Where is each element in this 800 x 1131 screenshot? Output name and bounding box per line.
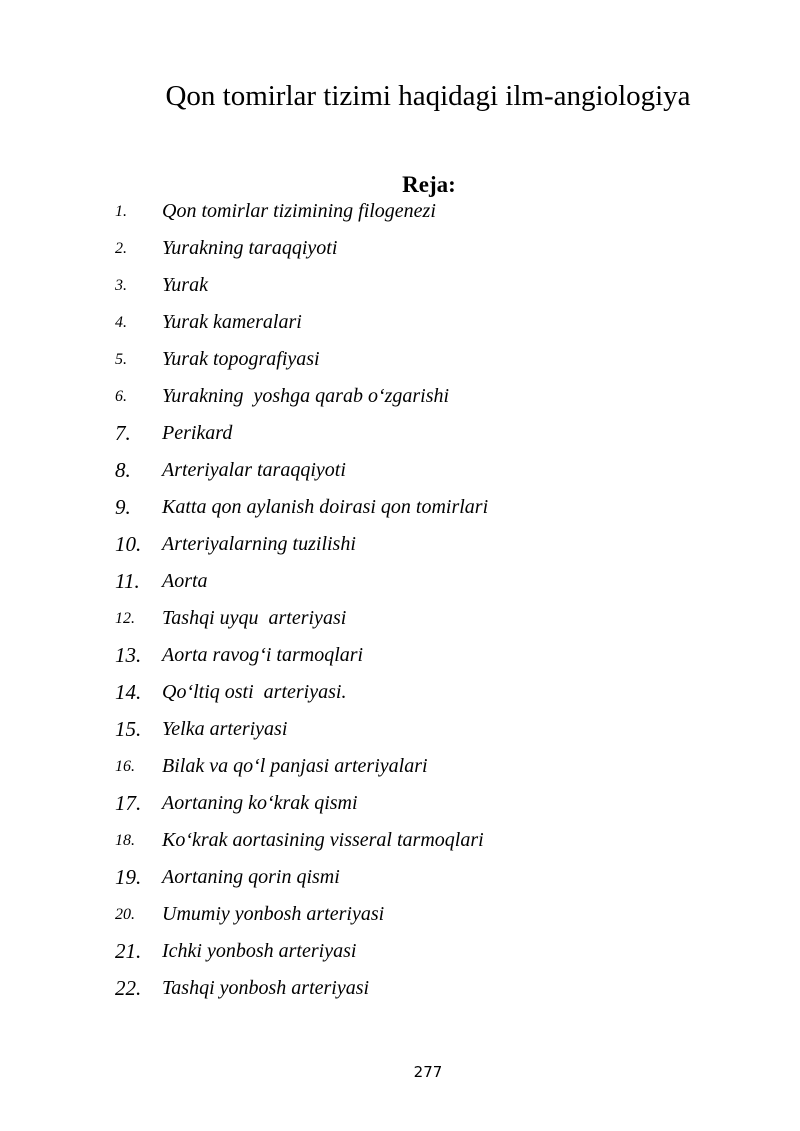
list-item-number: 17. [115,791,142,815]
list-item [0,563,800,600]
list-item-text: Arteriyalar taraqqiyoti [162,459,346,481]
list-item-text: Yurakning yoshga qarab o‘zgarishi [162,385,450,407]
list-item-text: Perikard [162,422,233,444]
list-item-text: Bilak va qo‘l panjasi arteriyalari [162,755,428,777]
list-item-text: Aorta [162,570,208,592]
list-item-number: 8. [115,458,131,482]
list-item-number: 13. [115,643,142,667]
list-item [0,859,800,896]
list-item [0,378,800,415]
list-item-number: 2. [115,240,127,257]
list-item-text: Ko‘krak aortasining visseral tarmoqlari [162,829,484,851]
list-item [0,970,800,1007]
list-item-text: Yurak [162,274,208,296]
list-item-number: 14. [115,680,142,704]
list-item-text: Tashqi uyqu arteriyasi [162,607,347,629]
list-item-number: 15. [115,717,142,741]
list-item-number: 9. [115,495,131,519]
list-item-text: Arteriyalarning tuzilishi [162,533,356,555]
list-item-text: Aorta ravog‘i tarmoqlari [162,644,364,666]
list-item-text: Yurakning taraqqiyoti [162,237,338,259]
list-item [0,341,800,378]
list-item-number: 4. [115,314,127,331]
list-item-number: 18. [115,832,135,849]
list-item-number: 22. [115,976,142,1000]
list-item-text: Aortaning ko‘krak qismi [162,792,358,814]
list-item-number: 5. [115,351,127,368]
page-number: 277 [413,1063,443,1081]
list-item-text: Tashqi yonbosh arteriyasi [162,977,370,999]
list-item-text: Aortaning qorin qismi [162,866,340,888]
list-item-number: 10. [115,532,142,556]
list-item-text: Yurak kameralari [162,311,302,333]
list-item [0,193,800,230]
list-item [0,822,800,859]
list-item [0,933,800,970]
list-item [0,304,800,341]
list-item [0,415,800,452]
list-item-number: 16. [115,758,135,775]
list-item-text: Yurak topografiyasi [162,348,320,370]
list-item-number: 19. [115,865,142,889]
list-item [0,896,800,933]
list-item-number: 20. [115,906,135,923]
list-item-number: 1. [115,203,127,220]
list-item-number: 21. [115,939,142,963]
list-item [0,711,800,748]
list-item-number: 7. [115,421,131,445]
list-item [0,637,800,674]
list-item [0,452,800,489]
list-item [0,785,800,822]
list-item-text: Katta qon aylanish doirasi qon tomirlari [162,496,489,518]
list-item [0,230,800,267]
plan-heading: Reja: [402,172,456,197]
plan-list [0,193,800,1007]
list-item-number: 3. [115,277,127,294]
list-item-number: 6. [115,388,127,405]
page-title: Qon tomirlar tizimi haqidagi ilm-angiologiya [165,80,691,112]
list-item-text: Yelka arteriyasi [162,718,288,740]
list-item [0,489,800,526]
list-item-text: Qon tomirlar tizimining filogenezi [162,200,436,222]
list-item [0,748,800,785]
list-item-text: Ichki yonbosh arteriyasi [162,940,357,962]
list-item [0,526,800,563]
list-item-number: 12. [115,610,135,627]
list-item [0,600,800,637]
list-item-number: 11. [115,569,140,593]
list-item-text: Umumiy yonbosh arteriyasi [162,903,385,925]
list-item [0,674,800,711]
list-item [0,267,800,304]
list-item-text: Qo‘ltiq osti arteriyasi. [162,681,347,703]
